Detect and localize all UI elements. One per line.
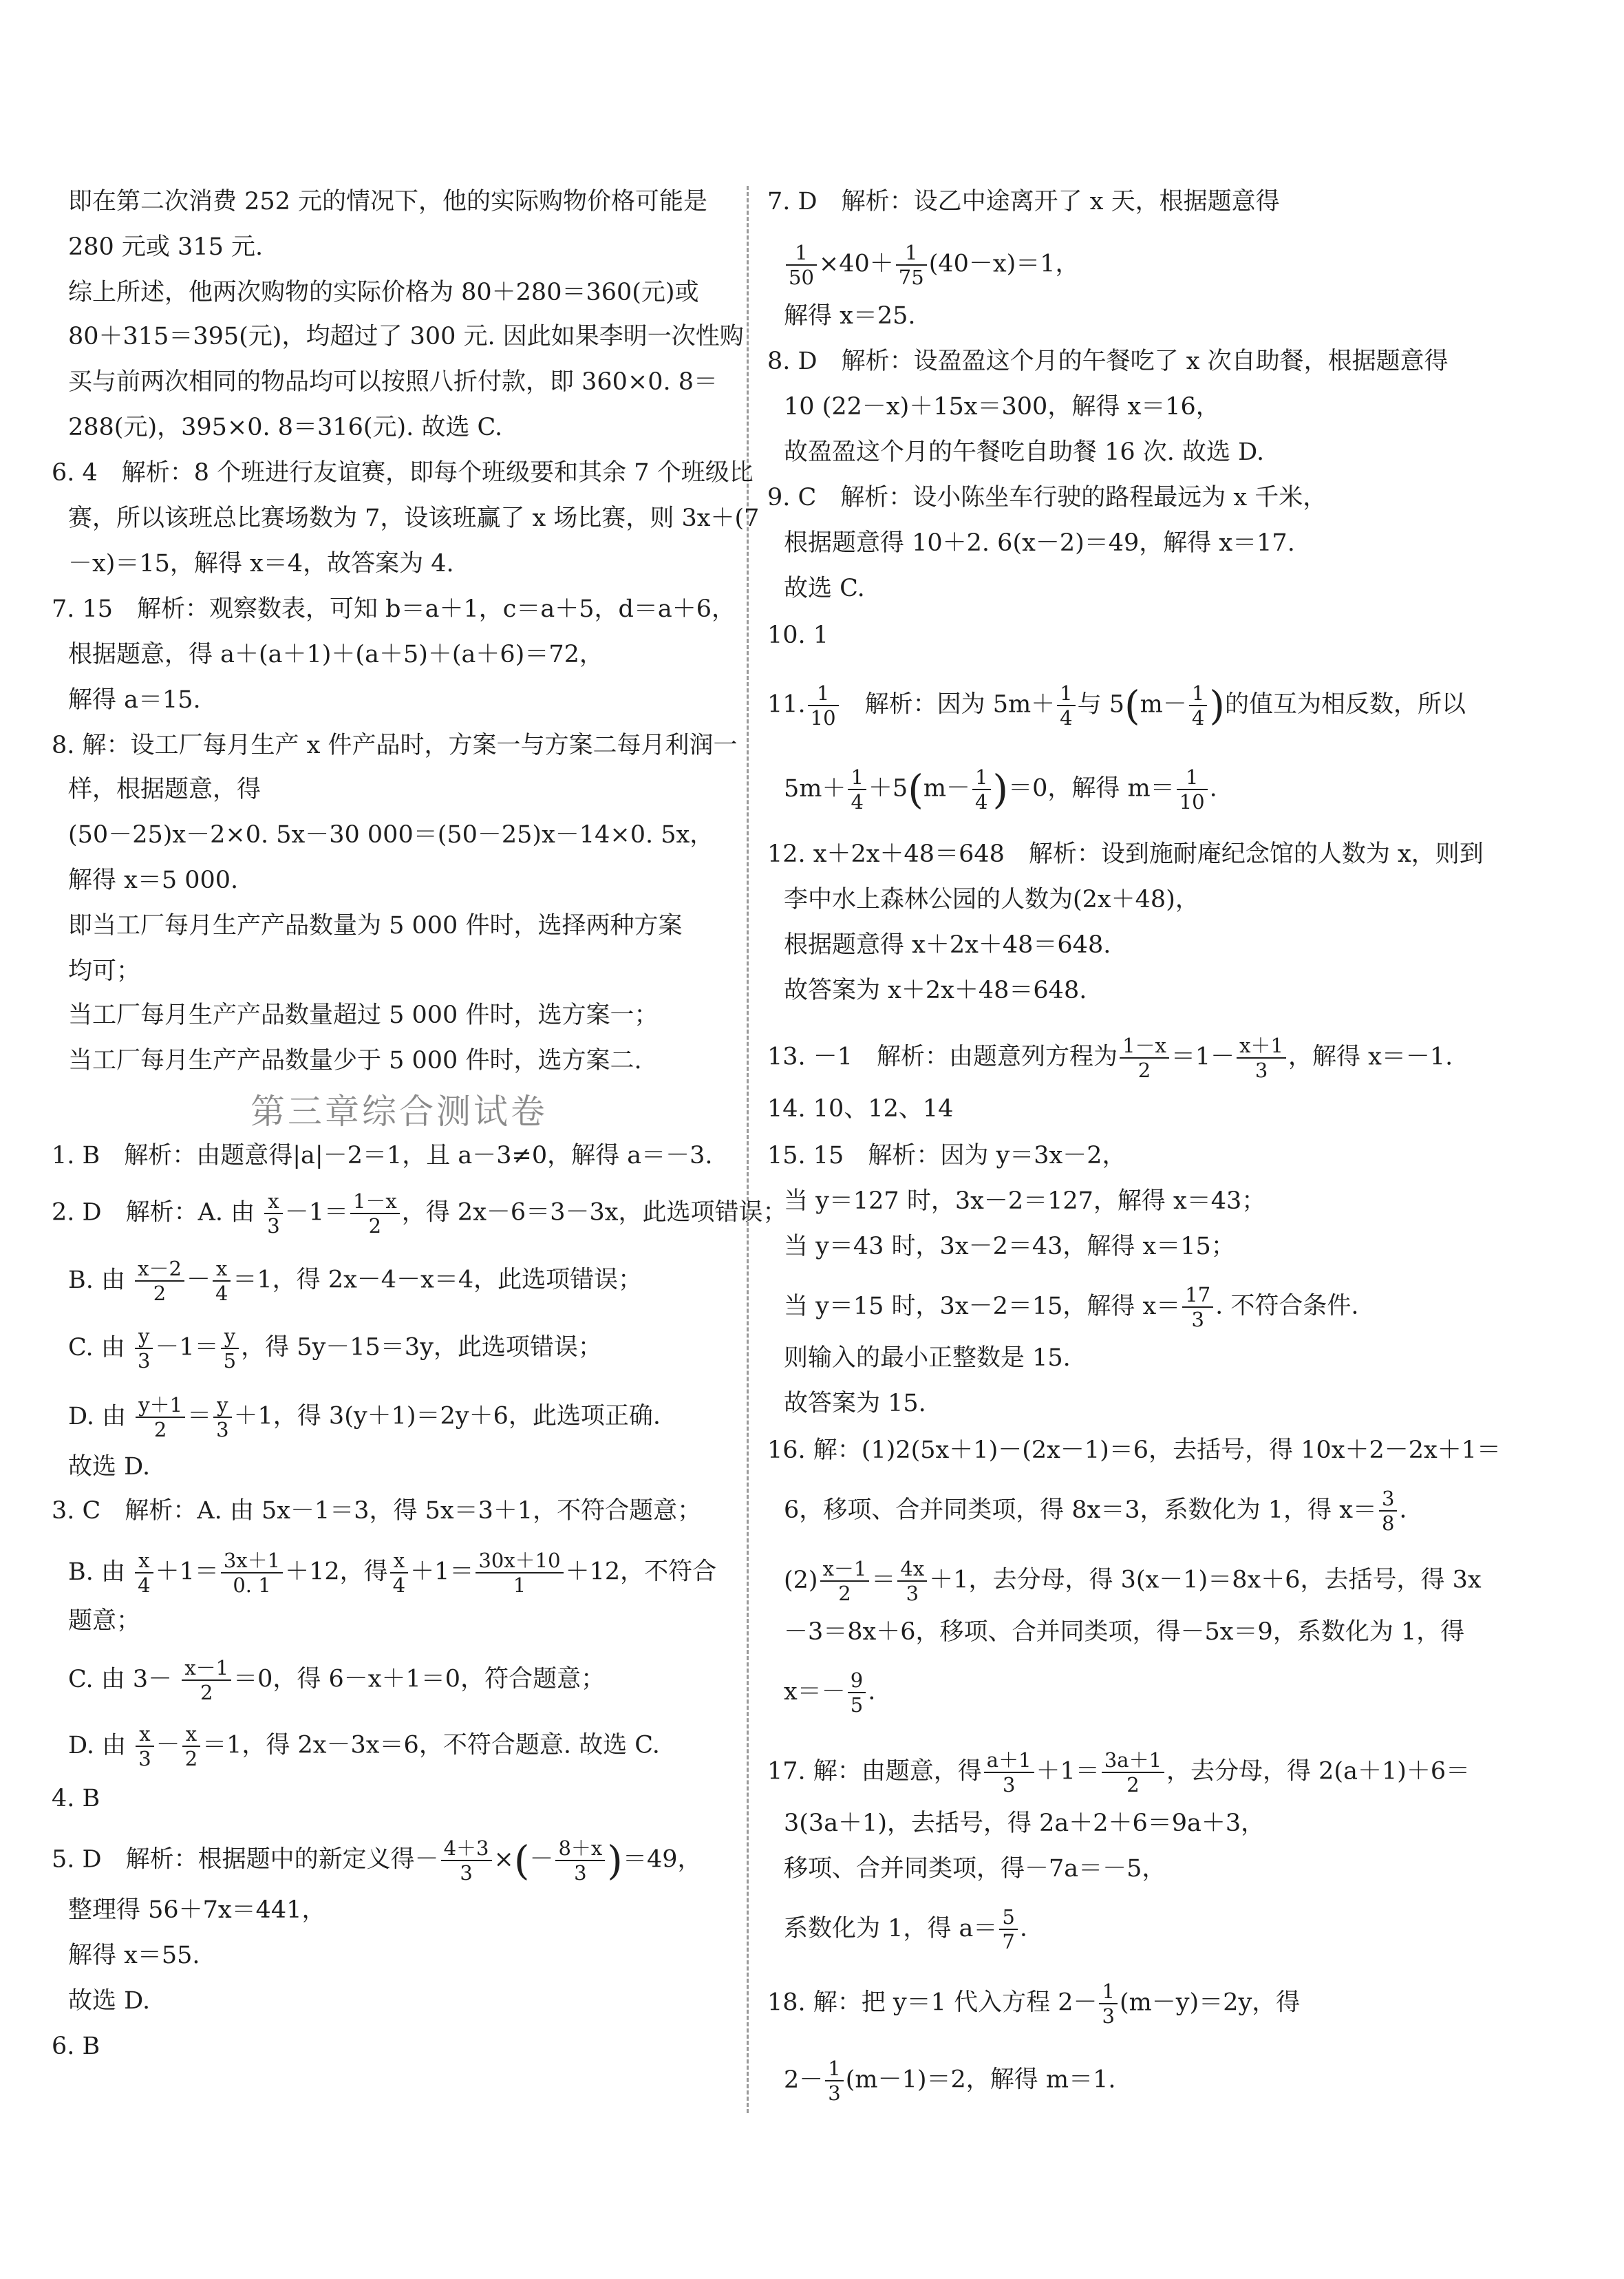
- text-line: 10. 1: [767, 622, 829, 649]
- text-line: 2－ $\frac{1}{3}$ (m－1)＝2，解得 m＝1.: [784, 2057, 1116, 2105]
- text-line: 16. 解：(1)2(5x＋1)－(2x－1)＝6，去括号，得 10x＋2－2x＋1＝: [767, 1437, 1502, 1464]
- text-line: 故选 D.: [68, 1987, 151, 2015]
- text-line: 故答案为 15.: [784, 1390, 926, 1417]
- fraction: $\frac{1}{4}$: [972, 765, 990, 814]
- fraction: $\frac{y}{3}$: [135, 1324, 153, 1372]
- text-line: 题意；: [68, 1607, 141, 1635]
- text-line: (50－25)x－2×0. 5x－30 000＝(50－25)x－14×0. 5x，: [68, 821, 714, 849]
- fraction: $\frac{1}{10}$: [808, 681, 839, 730]
- text-line: 10 (22－x)＋15x＝300，解得 x＝16，: [784, 393, 1220, 421]
- text-line: 18. 解：把 y＝1 代入方程 2－ $\frac{1}{3}$ (m－y)＝2y，得: [767, 1980, 1301, 2028]
- fraction: $\frac{1}{75}$: [896, 241, 927, 289]
- fraction: $\frac{4+3}{3}$: [441, 1836, 492, 1885]
- text-line: 7. D 解析：设乙中途离开了 x 天，根据题意得: [767, 188, 1280, 215]
- fraction: $\frac{y+1}{2}$: [136, 1393, 185, 1441]
- fraction: $\frac{y}{3}$: [213, 1393, 231, 1441]
- text-line: 80＋315＝395(元)，均超过了 300 元. 因此如果李明一次性购: [68, 323, 744, 350]
- text-line: 故选 C.: [784, 575, 865, 602]
- fraction: $\frac{x-1}{2}$: [820, 1557, 870, 1605]
- fraction: $\frac{1}{4}$: [1057, 681, 1075, 730]
- text-line: 5. D 解析：根据题中的新定义得－ $\frac{4+3}{3}$ ×(－ $\frac{8+x}{3}$ )＝49，: [52, 1836, 702, 1885]
- text-line: 即在第二次消费 252 元的情况下，他的实际购物价格可能是: [68, 188, 708, 215]
- fraction: $\frac{x-2}{2}$: [135, 1257, 184, 1305]
- text-line: 17. 解：由题意，得 $\frac{a+1}{3}$ ＋1＝ $\frac{3a+1}{2}$ ，去分母，得 2(a＋1)＋6＝: [767, 1748, 1471, 1796]
- fraction: $\frac{30x+10}{1}$: [476, 1549, 563, 1597]
- fraction: $\frac{x-1}{2}$: [182, 1656, 231, 1704]
- fraction: $\frac{a+1}{3}$: [984, 1748, 1034, 1796]
- text-line: 7. 15 解析：观察数表，可知 b＝a＋1，c＝a＋5，d＝a＋6，: [52, 595, 736, 623]
- text-line: 15. 15 解析：因为 y＝3x－2，: [767, 1142, 1126, 1169]
- fraction: $\frac{1}{4}$: [848, 765, 866, 814]
- text-line: D. 由 $\frac{x}{3}$ － $\frac{x}{2}$ ＝1，得 2x－3x＝6，不符合题意. 故选 C.: [68, 1722, 660, 1770]
- fraction: $\frac{1}{4}$: [1189, 681, 1207, 730]
- text-line: 6. 4 解析：8 个班进行友谊赛，即每个班级要和其余 7 个班级比: [52, 459, 754, 487]
- text-line: 解得 x＝25.: [784, 302, 916, 330]
- text-line: 当工厂每月生产产品数量超过 5 000 件时，选方案一；: [68, 1001, 659, 1029]
- text-line: －x)＝15，解得 x＝4，故答案为 4.: [68, 550, 454, 577]
- fraction: $\frac{17}{3}$: [1182, 1283, 1213, 1331]
- fraction: $\frac{4x}{3}$: [897, 1557, 927, 1605]
- fraction: $\frac{8+x}{3}$: [555, 1836, 605, 1885]
- fraction: $\frac{3a+1}{2}$: [1102, 1748, 1164, 1796]
- text-line: 11. $\frac{1}{10}$ 解析：因为 5m＋ $\frac{1}{4}$ 与 5(m－ $\frac{1}{4}$ )的值互为相反数，所以: [767, 681, 1466, 730]
- fraction: $\frac{x}{2}$: [182, 1722, 200, 1770]
- text-line: 解得 x＝55.: [68, 1942, 200, 1969]
- text-line: C. 由 $\frac{y}{3}$ －1＝ $\frac{y}{5}$ ，得 5y－15＝3y，此选项错误；: [68, 1324, 602, 1372]
- text-line: 4. B: [52, 1785, 100, 1812]
- fraction: $\frac{9}{5}$: [848, 1668, 866, 1717]
- text-line: 根据题意得 x＋2x＋48＝648.: [784, 931, 1111, 959]
- text-line: 3(3a＋1)，去括号，得 2a＋2＋6＝9a＋3，: [784, 1810, 1265, 1837]
- text-line: 12. x＋2x＋48＝648 解析：设到施耐庵纪念馆的人数为 x，则到: [767, 840, 1484, 868]
- fraction: $\frac{y}{5}$: [221, 1324, 239, 1372]
- text-line: 当 y＝15 时，3x－2＝15，解得 x＝ $\frac{17}{3}$ . 不符合条件.: [784, 1283, 1359, 1331]
- text-line: 均可；: [68, 957, 141, 985]
- text-line: 6，移项、合并同类项，得 8x＝3，系数化为 1，得 x＝ $\frac{3}{8}$ .: [784, 1487, 1407, 1535]
- text-line: 解得 x＝5 000.: [68, 867, 239, 894]
- text-line: 解得 a＝15.: [68, 686, 201, 714]
- text-line: C. 由 3－ $\frac{x-1}{2}$ ＝0，得 6－x＋1＝0，符合题意；: [68, 1656, 606, 1704]
- text-line: 则输入的最小正整数是 15.: [784, 1344, 1071, 1372]
- text-line: 5m＋ $\frac{1}{4}$ ＋5(m－ $\frac{1}{4}$ )＝0，解得 m＝ $\frac{1}{10}$ .: [784, 765, 1217, 814]
- text-line: B. 由 $\frac{x-2}{2}$ － $\frac{x}{4}$ ＝1，得 2x－4－x＝4，此选项错误；: [68, 1257, 643, 1305]
- text-line: 280 元或 315 元.: [68, 233, 264, 261]
- text-line: 6. B: [52, 2033, 100, 2060]
- text-line: 即当工厂每月生产产品数量为 5 000 件时，选择两种方案: [68, 912, 683, 940]
- text-line: 3. C 解析：A. 由 5x－1＝3，得 5x＝3＋1，不符合题意；: [52, 1497, 702, 1525]
- text-line: 13. －1 解析：由题意列方程为 $\frac{1-x}{2}$ ＝1－ $\frac{x+1}{3}$ ，解得 x＝－1.: [767, 1034, 1453, 1082]
- fraction: $\frac{x}{3}$: [264, 1189, 282, 1238]
- fraction: $\frac{1-x}{2}$: [1120, 1034, 1169, 1082]
- fraction: $\frac{x}{4}$: [135, 1549, 153, 1597]
- text-line: 样，根据题意，得: [68, 776, 261, 803]
- fraction: $\frac{x}{4}$: [390, 1549, 408, 1597]
- text-line: 根据题意得 10＋2. 6(x－2)＝49，解得 x＝17.: [784, 529, 1295, 557]
- fraction: $\frac{x}{4}$: [213, 1257, 231, 1305]
- text-line: 李中水上森林公园的人数为(2x＋48)，: [784, 886, 1199, 913]
- text-line: 8. 解：设工厂每月生产 x 件产品时，方案一与方案二每月利润一: [52, 732, 738, 759]
- text-line: 根据题意，得 a＋(a＋1)＋(a＋5)＋(a＋6)＝72，: [68, 641, 603, 668]
- fraction: $\frac{1-x}{2}$: [350, 1189, 400, 1238]
- text-line: 综上所述，他两次购物的实际价格为 80＋280＝360(元)或: [68, 279, 699, 306]
- text-line: B. 由 $\frac{x}{4}$ ＋1＝ $\frac{3x+1}{0. 1}$ ＋12，得 $\frac{x}{4}$ ＋1＝ $\frac{30x+10}{1}$ ＋12，不符合: [68, 1549, 717, 1597]
- text-line: x＝－ $\frac{9}{5}$ .: [784, 1668, 876, 1717]
- text-line: 故盈盈这个月的午餐吃自助餐 16 次. 故选 D.: [784, 438, 1265, 466]
- text-line: 故选 D.: [68, 1453, 151, 1481]
- text-line: 整理得 56＋7x＝441，: [68, 1896, 326, 1924]
- text-line: 288(元)，395×0. 8＝316(元). 故选 C.: [68, 414, 503, 441]
- text-line: 2. D 解析：A. 由 $\frac{x}{3}$ －1＝ $\frac{1-x}{2}$ ，得 2x－6＝3－3x，此选项错误；: [52, 1189, 787, 1238]
- fraction: $\frac{1}{3}$: [825, 2057, 843, 2105]
- text-line: 8. D 解析：设盈盈这个月的午餐吃了 x 次自助餐，根据题意得: [767, 348, 1449, 375]
- text-line: 9. C 解析：设小陈坐车行驶的路程最远为 x 千米，: [767, 484, 1327, 511]
- section-title: 第三章综合测试卷: [250, 1092, 548, 1132]
- text-line: (2) $\frac{x-1}{2}$ ＝ $\frac{4x}{3}$ ＋1，去分母，得 3(x－1)＝8x＋6，去括号，得 3x: [784, 1557, 1482, 1605]
- text-line: 移项、合并同类项，得－7a＝－5，: [784, 1855, 1166, 1883]
- fraction: $\frac{1}{10}$: [1177, 765, 1208, 814]
- text-line: 买与前两次相同的物品均可以按照八折付款，即 360×0. 8＝: [68, 368, 718, 396]
- text-line: 赛，所以该班总比赛场数为 7，设该班赢了 x 场比赛，则 3x＋(7: [68, 505, 760, 532]
- text-line: 当 y＝43 时，3x－2＝43，解得 x＝15；: [784, 1233, 1235, 1260]
- fraction: $\frac{x}{3}$: [136, 1722, 153, 1770]
- fraction: $\frac{1}{50}$: [786, 241, 817, 289]
- text-line: 当工厂每月生产产品数量少于 5 000 件时，选方案二.: [68, 1047, 642, 1074]
- fraction: $\frac{3x+1}{0. 1}$: [221, 1549, 283, 1597]
- text-line: －3＝8x＋6，移项、合并同类项，得－5x＝9，系数化为 1，得: [784, 1618, 1465, 1646]
- fraction: $\frac{1}{3}$: [1099, 1980, 1117, 2028]
- fraction: $\frac{3}{8}$: [1379, 1487, 1397, 1535]
- text-line: 系数化为 1，得 a＝ $\frac{5}{7}$ .: [784, 1905, 1027, 1953]
- text-line: 故答案为 x＋2x＋48＝648.: [784, 977, 1087, 1004]
- fraction: $\frac{5}{7}$: [999, 1905, 1017, 1953]
- text-line: 当 y＝127 时，3x－2＝127，解得 x＝43；: [784, 1187, 1266, 1215]
- text-line: 14. 10、12、14: [767, 1095, 954, 1123]
- text-line: 1. B 解析：由题意得|a|－2＝1，且 a－3≠0，解得 a＝－3.: [52, 1142, 713, 1169]
- text-line: D. 由 $\frac{y+1}{2}$ ＝ $\frac{y}{3}$ ＋1，得 3(y＋1)＝2y＋6，此选项正确.: [68, 1393, 661, 1441]
- text-line: $\frac{1}{50}$ ×40＋ $\frac{1}{75}$ (40－x)＝1，: [767, 241, 1080, 289]
- fraction: $\frac{x+1}{3}$: [1237, 1034, 1286, 1082]
